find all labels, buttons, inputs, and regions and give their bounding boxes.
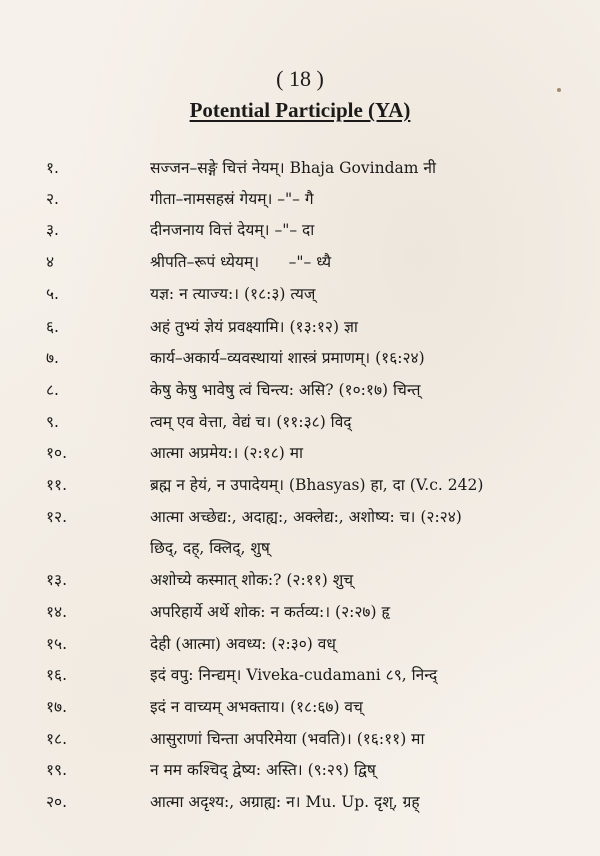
list-item [0, 568, 600, 594]
list-item [0, 315, 600, 341]
list-item [0, 187, 600, 213]
item-number: ११. [46, 476, 68, 494]
item-text: इदं न वाच्यम् अभक्ताय। (१८:६७) वच् [150, 698, 363, 716]
item-text: अशोच्ये कस्मात् शोक:? (२:११) शुच् [150, 571, 354, 589]
item-text: ब्रह्म न हेयं, न उपादेयम्। (Bhasyas) हा, दा (V.c. 242) [150, 476, 484, 494]
item-number: ७. [46, 349, 59, 367]
list-item [0, 156, 600, 182]
item-number: २. [46, 190, 59, 208]
item-text: न मम कश्चिद् द्वेष्य: अस्ति। (९:२९) द्विष् [150, 761, 376, 779]
item-number: ८. [46, 381, 59, 399]
item-text: दीनजनाय वित्तं देयम्। –"– दा [150, 221, 315, 239]
list-item [0, 346, 600, 372]
item-text: त्वम् एव वेत्ता, वेद्यं च। (११:३८) विद् [150, 413, 352, 431]
item-number: १६. [46, 666, 68, 684]
item-number: १३. [46, 571, 68, 589]
item-text: आत्मा अप्रमेय:। (२:१८) मा [150, 444, 304, 462]
item-number: १५. [46, 635, 68, 653]
page-title: Potential Participle (YA) [189, 98, 411, 122]
item-text: छिद्, दह्, क्लिद्, शुष् [150, 539, 270, 557]
item-number: १९. [46, 761, 68, 779]
page-number: ( 18 ) [276, 66, 324, 91]
list-item-continuation [0, 536, 600, 562]
item-number: १८. [46, 730, 68, 748]
item-number: ५. [46, 285, 59, 303]
item-number: ४ [46, 253, 55, 271]
list-item [0, 600, 600, 626]
list-item [0, 758, 600, 784]
list-item [0, 441, 600, 467]
item-text: अपरिहार्ये अर्थे शोक: न कर्तव्य:। (२:२७) हृ [150, 603, 390, 621]
list-item [0, 663, 600, 689]
list-item [0, 695, 600, 721]
list-item [0, 632, 600, 658]
item-number: १७. [46, 698, 68, 716]
item-text: अहं तुभ्यं ज्ञेयं प्रवक्ष्यामि। (१३:१२) ज्ञा [150, 318, 358, 336]
item-text: गीता–नामसहस्रं गेयम्। –"– गै [150, 190, 314, 208]
item-number: १०. [46, 444, 68, 462]
item-text: कार्य–अकार्य–व्यवस्थायां शास्त्रं प्रमाणम्। (१६:२४) [150, 349, 425, 367]
item-text: आत्मा अदृश्य:, अग्राह्य: न। Mu. Up. दृश्, ग्रह् [150, 793, 420, 811]
list-item [0, 790, 600, 816]
item-number: ९. [46, 413, 59, 431]
list-item [0, 473, 600, 499]
item-number: ६. [46, 318, 59, 336]
list-item [0, 505, 600, 531]
item-text: श्रीपति–रूपं ध्येयम्। –"– ध्यै [150, 253, 332, 271]
item-text: केषु केषु भावेषु त्वं चिन्त्य: असि? (१०:१७) चिन्त् [150, 381, 421, 399]
list-item [0, 218, 600, 244]
list-item [0, 727, 600, 753]
item-text: देही (आत्मा) अवध्य: (२:३०) वध् [150, 635, 336, 653]
item-number: १२. [46, 508, 68, 526]
list-item [0, 410, 600, 436]
item-number: १. [46, 159, 59, 177]
item-number: ३. [46, 221, 59, 239]
list-item [0, 250, 600, 276]
list-item [0, 378, 600, 404]
item-text: यज्ञ: न त्याज्य:। (१८:३) त्यज् [150, 285, 316, 303]
item-text: इदं वपु: निन्द्यम्। Viveka-cudamani ८९, निन्द् [150, 666, 438, 684]
item-number: १४. [46, 603, 68, 621]
item-number: २०. [46, 793, 68, 811]
item-text: सज्जन–सङ्गे चित्तं नेयम्। Bhaja Govindam नी [150, 159, 436, 177]
item-text: आसुराणां चिन्ता अपरिमेया (भवति)। (१६:११) मा [150, 730, 425, 748]
item-text: आत्मा अच्छेद्य:, अदाह्य:, अक्लेद्य:, अशोष्य: च। (२:२४) [150, 508, 462, 526]
list-item [0, 282, 600, 308]
